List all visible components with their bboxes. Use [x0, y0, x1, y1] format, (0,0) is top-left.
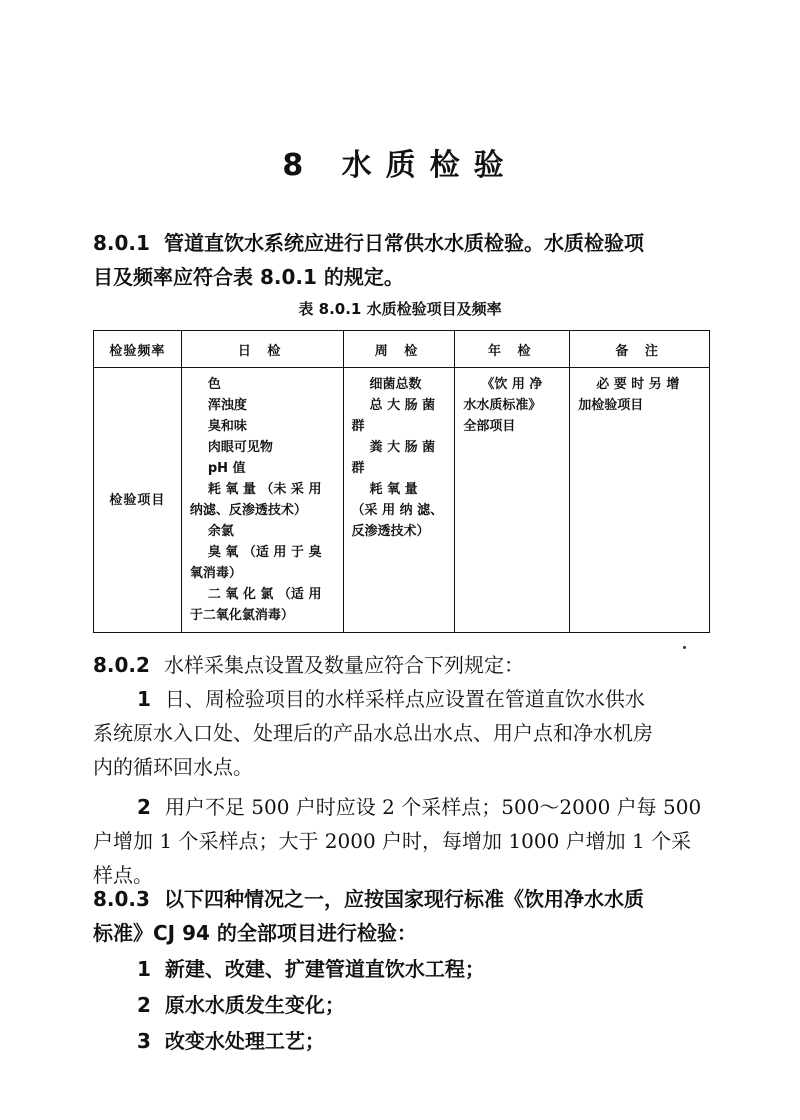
item-number: 2: [137, 993, 151, 1017]
cell-line: 加检验项目: [578, 398, 644, 413]
item-2-line2: 户增加 1 个采样点；大于 2000 户时，每增加 1000 户增加 1 个采: [93, 829, 692, 853]
cell-line: pH 值: [207, 461, 246, 476]
clause-text: 以下四种情况之一，应按国家现行标准《饮用净水水质: [163, 887, 644, 911]
header-daily: 日 检: [181, 331, 343, 368]
cell-line: 群: [351, 419, 365, 434]
item-1-line2: 系统原水入口处、处理后的产品水总出水点、用户点和净水机房: [93, 721, 653, 745]
cell-line: 《饮 用 净: [481, 377, 543, 392]
inspection-frequency-table: [93, 330, 710, 633]
cell-line: 细菌总数: [369, 377, 422, 392]
table-caption: 表 8.0.1 水质检验项目及频率: [298, 300, 502, 318]
clause-8-0-2-intro: [93, 648, 733, 682]
chapter-title: 8 水质检验: [282, 148, 518, 183]
cell-yearly: [455, 368, 570, 633]
clause-8-0-3-line1: [93, 882, 733, 916]
header-remarks: 备 注: [570, 331, 710, 368]
item-2-line1: [93, 790, 733, 824]
cell-line: 纳滤、反渗透技术）: [189, 503, 307, 518]
item-text: 日、周检验项目的水样采样点应设置在管道直饮水供水: [164, 687, 645, 711]
cell-line: 于二氧化氯消毒）: [189, 608, 294, 623]
clause-8-0-1-line1: [93, 226, 733, 260]
cell-line: 群: [351, 461, 365, 476]
cell-line: 臭 氧 （适 用 于 臭: [207, 545, 322, 560]
item-number: 3: [137, 1029, 151, 1053]
cell-weekly: [343, 368, 455, 633]
item-text: 新建、改建、扩建管道直饮水工程；: [164, 957, 485, 981]
cell-daily: [181, 368, 343, 633]
row-label: 检验项目: [94, 368, 182, 633]
cell-remarks: [570, 368, 710, 633]
clause-8-0-1: [93, 226, 733, 294]
header-frequency: 检验频率: [94, 331, 182, 368]
clause-8-0-3: [93, 882, 733, 1058]
cell-line: 肉眼可见物: [207, 440, 273, 455]
cell-line: 二 氧 化 氯 （适 用: [207, 587, 322, 602]
clause-number: 8.0.2: [93, 653, 150, 677]
cell-line: 总 大 肠 菌: [369, 398, 436, 413]
clause-number: 8.0.1: [93, 231, 150, 255]
cell-line: 臭和味: [207, 419, 247, 434]
item-text: 改变水处理工艺；: [164, 1029, 325, 1053]
header-yearly: 年 检: [455, 331, 570, 368]
list-item: [93, 988, 733, 1022]
clause-text: 管道直饮水系统应进行日常供水水质检验。水质检验项: [163, 231, 644, 255]
table-header-row: [94, 331, 710, 368]
cell-line: 水水质标准》: [463, 398, 542, 413]
cell-line: （采 用 纳 滤、: [351, 503, 444, 518]
item-number: 1: [137, 957, 151, 981]
item-2-line3: 样点。: [93, 863, 153, 887]
cell-line: 余氯: [207, 524, 234, 539]
item-number: 2: [137, 795, 151, 819]
table-row: [94, 368, 710, 633]
item-1-line3: 内的循环回水点。: [93, 755, 253, 779]
item-number: 1: [137, 687, 151, 711]
cell-line: 必 要 时 另 增: [596, 377, 680, 392]
list-item: [93, 1024, 733, 1058]
item-text: 原水水质发生变化；: [164, 993, 345, 1017]
cell-line: 浑浊度: [207, 398, 247, 413]
clause-number: 8.0.3: [93, 887, 150, 911]
clause-8-0-1-line2: 目及频率应符合表 8.0.1 的规定。: [93, 265, 404, 289]
clause-8-0-3-line2: 标准》CJ 94 的全部项目进行检验：: [93, 921, 417, 945]
cell-line: 耗 氧 量 （未 采 用: [207, 482, 322, 497]
clause-8-0-2: [93, 648, 733, 892]
item-1-line1: [93, 682, 733, 716]
cell-line: 色: [207, 377, 221, 392]
cell-line: 全部项目: [463, 419, 516, 434]
cell-line: 氧消毒）: [189, 566, 242, 581]
clause-text: 水样采集点设置及数量应符合下列规定：: [163, 653, 524, 677]
list-item: [93, 952, 733, 986]
cell-line: 耗 氧 量: [369, 482, 418, 497]
cell-line: 反渗透技术）: [351, 524, 430, 539]
cell-line: 粪 大 肠 菌: [369, 440, 436, 455]
item-text: 用户不足 500 户时应设 2 个采样点；500～2000 户每 500: [164, 795, 702, 819]
header-weekly: 周 检: [343, 331, 455, 368]
